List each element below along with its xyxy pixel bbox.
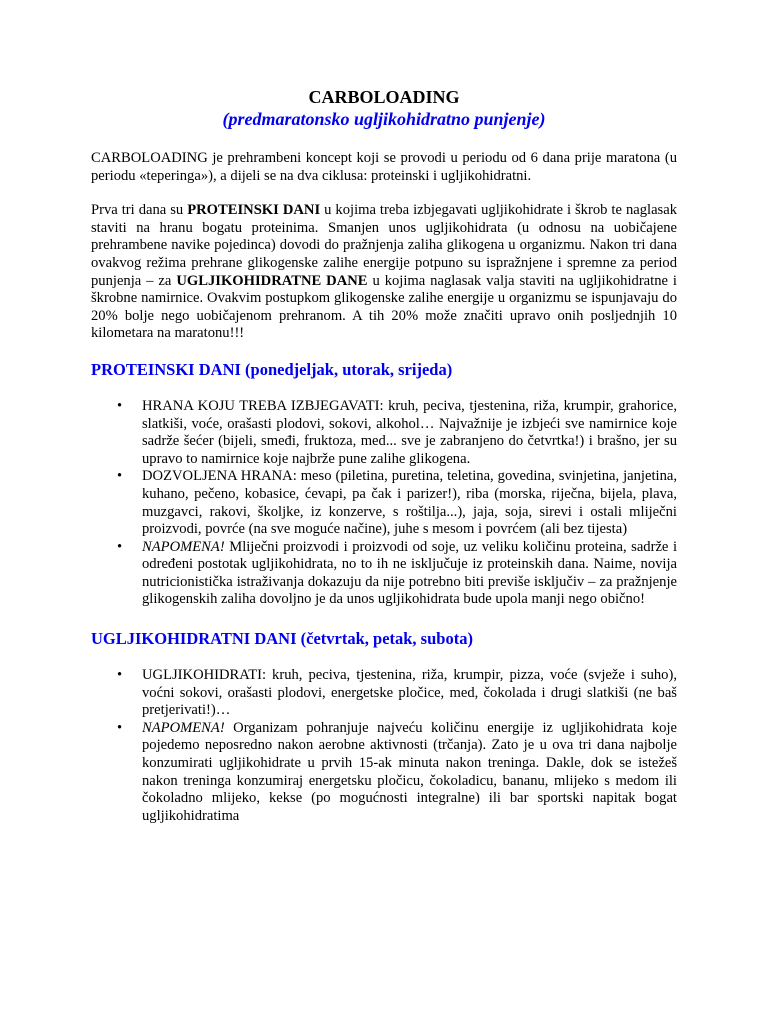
note-label: NAPOMENA! <box>142 538 225 555</box>
list-item-text: HRANA KOJU TREBA IZBJEGAVATI: kruh, peciva, tjestenina, riža, krumpir, grahorice, slatkiši, voće, orašasti plodovi, sokovi, alkohol… Najvažnije je izbjeći sve namirnice koje sadrže šećer (bijeli, smeđi, fruktoza, med... sve je zabranjeno do četvrtka!) i brašno, jer su upravo to namirnice koje najbrže pune zalihe glikogena. <box>142 397 677 467</box>
bullet-icon: • <box>117 397 123 414</box>
page-subtitle: (predmaratonsko ugljikohidratno punjenje) <box>222 109 546 129</box>
overview-text-3: u kojima naglasak valja staviti na ugljikohidratne i škrobne namirnice. Ovakvim postupkom glikogenske zalihe energije u organizmu se ispunjavaju do 20% bolje nego uobičajenom prehranom. A tih 20% može značiti upravo onih posljednjih 10 kilometara na maratonu!!! <box>91 272 677 342</box>
list-item-text: Organizam pohranjuje najveću količinu energije iz ugljikohidrata koje pojedemo neposredno nakon aerobne aktivnosti (trčanja). Zato je u ova tri dana najbolje konzumirati ugljikohidrate u prvih 15-ak minuta nakon treninga. Dakle, dok se istežeš nakon treninga konzumiraj energetsku pločicu, čokoladicu, bananu, mlijeko s medom ili čokoladno mlijeko, kekse (po mogućnosti integralne) ili bar sportski napitak bogat ugljikohidratima <box>142 719 677 824</box>
carb-days-term: UGLJIKOHIDRATNE DANE <box>176 272 368 289</box>
bullet-icon: • <box>117 667 123 684</box>
list-item <box>91 468 677 538</box>
note-label: NAPOMENA! <box>142 719 225 736</box>
list-item <box>91 539 677 609</box>
overview-text-1: Prva tri dana su <box>91 202 188 219</box>
list-item <box>91 667 677 720</box>
list-item-text: DOZVOLJENA HRANA: meso (piletina, puretina, teletina, govedina, svinjetina, janjetina, kuhano, pečeno, kobasice, ćevapi, pa čak i parizer!), riba (morska, riječna, bijela, plava, muzgavci, rakovi, školjke, iz konzerve, s roštilja...), jaja, soja, sirevi i ostali mliječni proizvodi, povrće (na sve moguće načine), juhe s mesom i povrćem (ali bez tijesta) <box>142 468 677 538</box>
carb-days-list <box>91 667 677 825</box>
intro-paragraph: CARBOLOADING je prehrambeni koncept koji se provodi u periodu od 6 dana prije maratona (u periodu «teperinga»), a dijeli se na dva ciklusa: proteinski i ugljikohidratni. <box>91 150 677 184</box>
section-heading-carb-days: UGLJIKOHIDRATNI DANI (četvrtak, petak, subota) <box>91 629 473 649</box>
section-heading-protein-days: PROTEINSKI DANI (ponedjeljak, utorak, srijeda) <box>91 359 453 379</box>
protein-days-term: PROTEINSKI DANI <box>187 202 321 219</box>
list-item <box>91 720 677 826</box>
bullet-icon: • <box>117 719 123 736</box>
page-title: CARBOLOADING <box>308 87 460 107</box>
bullet-icon: • <box>117 538 123 555</box>
overview-paragraph <box>91 202 677 343</box>
list-item-text: UGLJIKOHIDRATI: kruh, peciva, tjestenina, riža, krumpir, pizza, voće (svježe i suho), voćni sokovi, orašasti plodovi, energetske pločice, med, čokolada i drugi slatkiši (ne baš pretjerivati!)… <box>142 667 677 719</box>
list-item-text: Mliječni proizvodi i proizvodi od soje, uz veliku količinu proteina, sadrže i određeni postotak ugljikohidrata, no to ih ne isključuje iz proteinskih dana. Naime, novija nutricionistička istraživanja dokazuju da nije potrebno biti previše isključiv – za pražnjenje glikogenskih zaliha dovoljno je da unos ugljikohidrata bude upola manji nego obično! <box>142 538 677 608</box>
overview-text-2: u kojima treba izbjegavati ugljikohidrate i škrob te naglasak staviti na hranu bogatu proteinima. Smanjen unos ugljikohidrata (u odnosu na uobičajene prehrambene navike pojedinca) dovodi do pražnjenja zaliha glikogena u organizmu. Nakon tri dana ovakvog režima prehrane glikogenske zalihe energije potpuno su ispražnjene i spremne za period punjenja – za <box>91 202 677 289</box>
bullet-icon: • <box>117 468 123 485</box>
protein-days-list <box>91 398 677 609</box>
list-item <box>91 398 677 468</box>
